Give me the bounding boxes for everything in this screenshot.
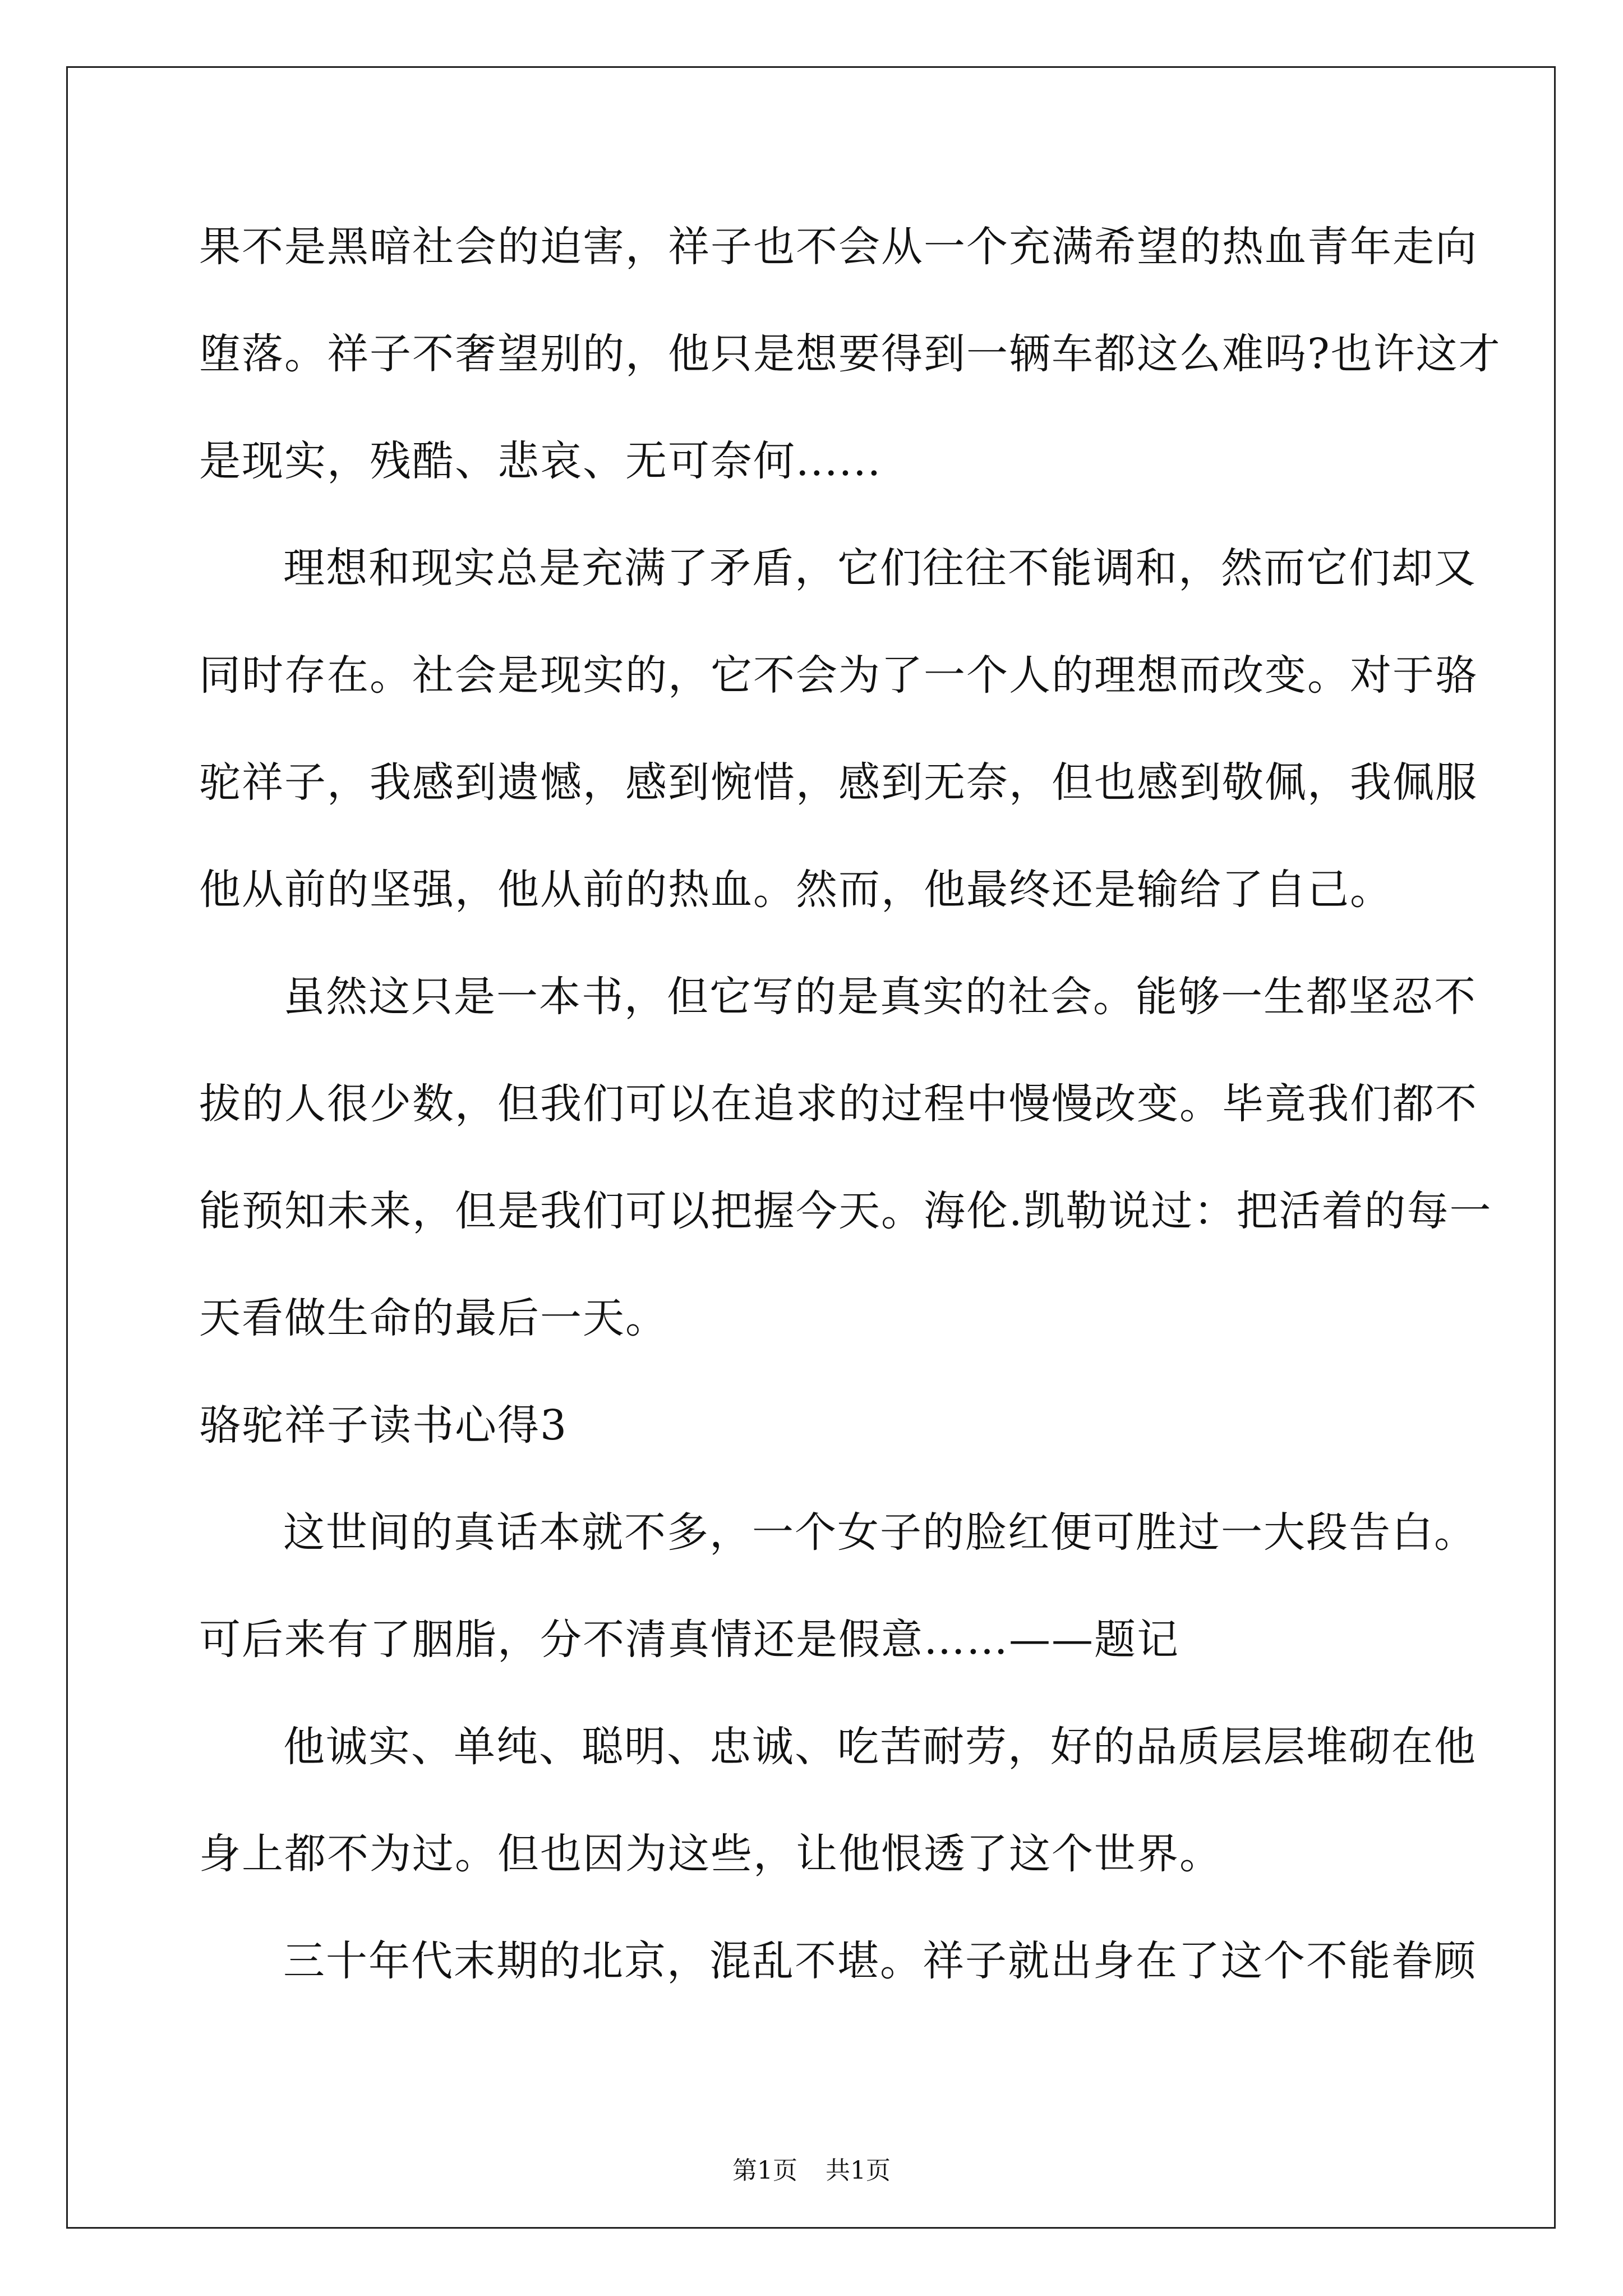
text-line: 驼祥子，我感到遗憾，感到惋惜，感到无奈，但也感到敬佩，我佩服 [199,758,1478,807]
section-heading: 骆驼祥子读书心得3 [199,1401,568,1450]
text-line: 果不是黑暗社会的迫害，祥子也不会从一个充满希望的热血青年走向 [199,223,1478,271]
paragraph-first-line: 虽然这只是一本书，但它写的是真实的社会。能够一生都坚忍不 [283,973,1477,1021]
text-line: 天看做生命的最后一天。 [199,1294,668,1342]
paragraph-first-line: 理想和现实总是充满了矛盾，它们往往不能调和，然而它们却又 [283,544,1477,592]
paragraph-first-line: 三十年代末期的北京，混乱不堪。祥子就出身在了这个不能眷顾 [283,1937,1477,1985]
page-total: 共1页 [826,2156,891,2185]
page-footer [0,2154,1623,2188]
text-line: 可后来有了胭脂，分不清真情还是假意……——题记 [199,1616,1179,1664]
text-line: 他从前的坚强，他从前的热血。然而，他最终还是输给了自己。 [199,866,1393,914]
text-line: 身上都不为过。但也因为这些，让他恨透了这个世界。 [199,1830,1222,1878]
page-number: 第1页 [732,2156,797,2185]
paragraph-first-line: 这世间的真话本就不多，一个女子的脸红便可胜过一大段告白。 [283,1508,1477,1557]
text-line: 是现实，残酷、悲哀、无可奈何...... [199,437,882,485]
text-line: 能预知未来，但是我们可以把握今天。海伦.凯勒说过：把活着的每一 [199,1187,1492,1235]
text-line: 拔的人很少数，但我们可以在追求的过程中慢慢改变。毕竟我们都不 [199,1080,1478,1128]
paragraph-first-line: 他诚实、单纯、聪明、忠诚、吃苦耐劳，好的品质层层堆砌在他 [283,1723,1477,1771]
text-line: 堕落。祥子不奢望别的，他只是想要得到一辆车都这么难吗?也许这才 [199,330,1501,378]
document-body [199,213,1501,2035]
text-line: 同时存在。社会是现实的，它不会为了一个人的理想而改变。对于骆 [199,651,1478,700]
